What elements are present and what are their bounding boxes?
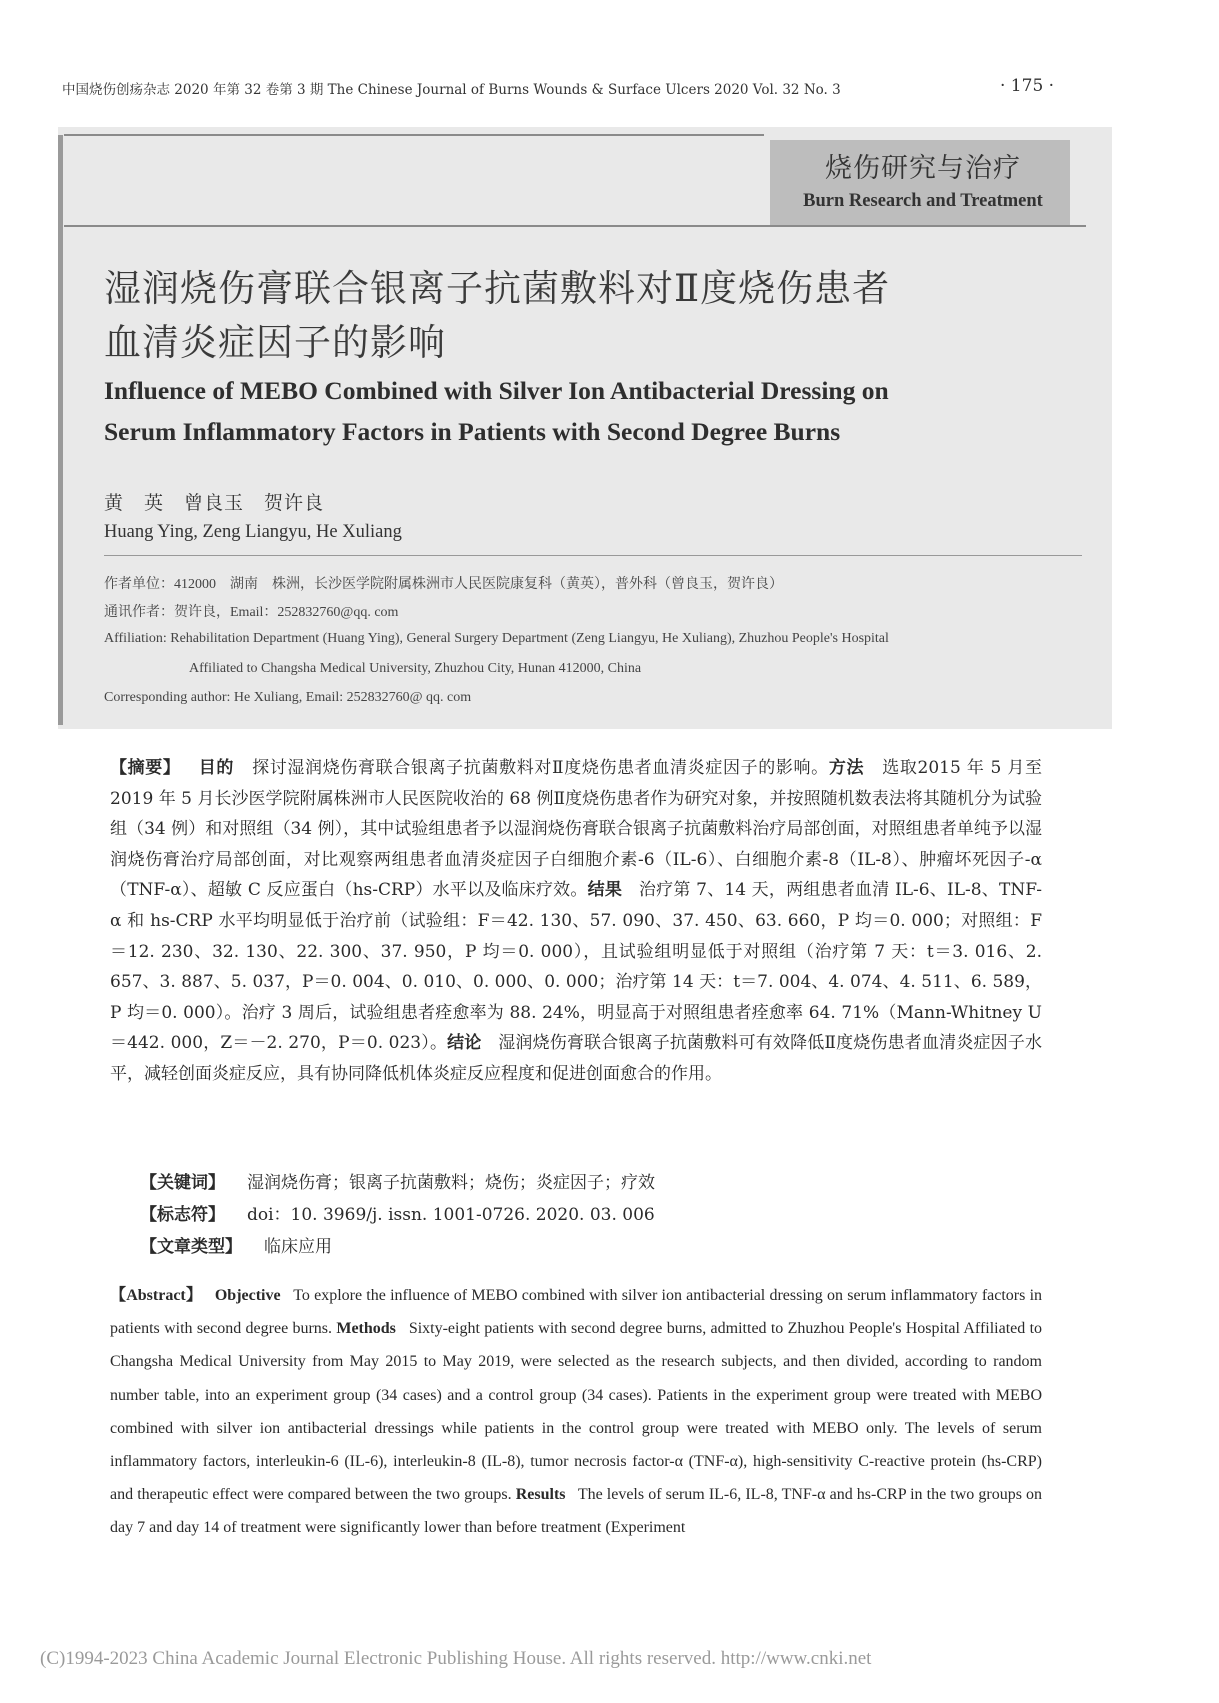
title-en-line: Influence of MEBO Combined with Silver Ion Antibacterial Dressing on <box>104 376 889 405</box>
running-head: 中国烧伤创疡杂志 2020 年第 32 卷第 3 期 The Chinese Journal of Burns Wounds & Surface Ulcers 2020 Vol. 32 No. 3 <box>62 82 841 98</box>
abstract-en-methods-heading: Methods <box>336 1320 396 1338</box>
keywords-row <box>140 1168 655 1193</box>
abstract-en-methods: Sixty-eight patients with second degree burns, admitted to Zhuzhou People's Hospital Affiliated to Changsha Medical University from May 2015 to May 2019, were selected as the research subjects, and then divided, according to random number table, into an experiment group (34 cases) and a control group (34 cases). Patients in the experiment group were treated with MEBO combined with silver ion antibacterial dressings while patients in the control group were treated with MEBO only. The levels of serum inflammatory factors, interleukin-6 (IL-6), interleukin-8 (IL-8), tumor necrosis factor-α (TNF-α), high-sensitivity C-reactive protein (hs-CRP) and therapeutic effect were compared between the two groups. <box>110 1320 1043 1504</box>
abstract-en-results: The levels of serum IL-6, IL-8, TNF-α and hs-CRP in the two groups on day 7 and day 14 of treatment were significantly lower than before treatment (Experiment <box>110 1486 1043 1537</box>
keywords-text: 湿润烧伤膏；银离子抗菌敷料；烧伤；炎症因子；疗效 <box>247 1173 655 1193</box>
abstract-en-label: 【Abstract】 <box>110 1287 203 1304</box>
corresponding-en: Corresponding author: He Xuliang, Email: 252832760@ qq. com <box>104 690 472 705</box>
affiliation-en-line1: Affiliation: Rehabilitation Department (Huang Ying), General Surgery Department (Zeng Liangyu, He Xuliang), Zhuzhou People's Hospital <box>104 631 889 646</box>
abstract-cn <box>110 753 1042 1090</box>
abstract-cn-methods-heading: 方法 <box>828 758 865 778</box>
abstract-en <box>110 1279 1042 1545</box>
authors-rule <box>104 555 1082 556</box>
keywords-label: 【关键词】 <box>140 1173 225 1193</box>
abstract-cn-objective: 探讨湿润烧伤膏联合银离子抗菌敷料对Ⅱ度烧伤患者血清炎症因子的影响。 <box>252 758 829 778</box>
abstract-cn-conclusion: 湿润烧伤膏联合银离子抗菌敷料可有效降低Ⅱ度烧伤患者血清炎症因子水平，减轻创面炎症反应，具有协同降低机体炎症反应程度和促进创面愈合的作用。 <box>110 1033 1042 1084</box>
doi-text: doi：10. 3969/j. issn. 1001-0726. 2020. 03. 006 <box>247 1205 655 1225</box>
title-cn <box>104 262 1064 370</box>
affiliation-en-line2: Affiliated to Changsha Medical University, Zhuzhou City, Hunan 412000, China <box>189 661 642 676</box>
title-cn-line: 湿润烧伤膏联合银离子抗菌敷料对Ⅱ度烧伤患者 <box>104 267 891 310</box>
doi-row <box>140 1200 655 1225</box>
header-separator <box>64 225 1086 227</box>
abstract-en-results-heading: Results <box>515 1486 566 1504</box>
corresponding-cn: 通讯作者：贺许良，Email：252832760@qq. com <box>104 605 399 620</box>
abstract-cn-objective-heading: 目的 <box>198 758 234 778</box>
title-cn-line: 血清炎症因子的影响 <box>104 321 446 364</box>
doi-label: 【标志符】 <box>140 1205 225 1225</box>
abstract-cn-results: 治疗第 7、14 天，两组患者血清 IL-6、IL-8、TNF-α 和 hs-CRP 水平均明显低于治疗前（试验组：F＝42. 130、57. 090、37. 450、63. 660，P 均＝0. 000；对照组：F＝12. 230、32. 130、22. 300、37. 950，P 均＝0. 000），且试验组明显低于对照组（治疗第 7 天：t＝3. 016、2. 657、3. 887、5. 037，P＝0. 004、0. 010、0. 000、0. 000；治疗第 14 天：t＝7. 004、4. 074、4. 511、6. 589，P 均＝0. 000）。治疗 3 周后，试验组患者痊愈率为 88. 24%，明显高于对照组患者痊愈率 64. 71%（Mann-Whitney U＝442. 000，Z＝－2. 270，P＝0. 023）。 <box>110 880 1043 1054</box>
authors-cn: 黄 英 曾良玉 贺许良 <box>104 492 325 514</box>
header-left-rule <box>58 135 63 725</box>
abstract-cn-label: 【摘要】 <box>110 758 181 778</box>
article-type-text: 临床应用 <box>264 1237 332 1257</box>
article-type-label: 【文章类型】 <box>140 1237 242 1257</box>
copyright-footer: (C)1994-2023 China Academic Journal Electronic Publishing House. All rights reserved. http://www.cnki.net <box>40 1648 872 1669</box>
authors-en: Huang Ying, Zeng Liangyu, He Xuliang <box>104 522 402 542</box>
abstract-cn-conclusion-heading: 结论 <box>447 1033 482 1054</box>
affiliation-cn: 作者单位：412000 湖南 株洲，长沙医学院附属株洲市人民医院康复科（黄英），普外科（曾良玉，贺许良） <box>104 577 783 592</box>
page-number: · 175 · <box>1000 76 1055 96</box>
article-type-row <box>140 1232 332 1257</box>
abstract-en-objective-heading: Objective <box>214 1287 281 1304</box>
column-name-en: Burn Research and Treatment <box>803 191 1043 211</box>
title-en <box>104 370 1094 452</box>
title-en-line: Serum Inflammatory Factors in Patients with Second Degree Burns <box>104 417 841 446</box>
abstract-cn-methods: 选取2015 年 5 月至 2019 年 5 月长沙医学院附属株洲市人民医院收治的 68 例Ⅱ度烧伤患者作为研究对象，并按照随机数表法将其随机分为试验组（34 例）和对照组（34 例），其中试验组患者予以湿润烧伤膏联合银离子抗菌敷料治疗局部创面，对照组患者单纯予以湿润烧伤膏治疗局部创面，对比观察两组患者血清炎症因子白细胞介素-6（IL-6）、白细胞介素-8（IL-8）、肿瘤坏死因子-α（TNF-α）、超敏 C 反应蛋白（hs-CRP）水平以及临床疗效。 <box>110 758 1043 901</box>
abstract-cn-results-heading: 结果 <box>587 880 623 901</box>
abstract-en-objective: To explore the influence of MEBO combined with silver ion antibacterial dressing on serum inflammatory factors in patients with second degree burns. <box>110 1287 1043 1338</box>
column-name-cn: 烧伤研究与治疗 <box>825 153 1021 184</box>
header-top-rule <box>64 134 764 136</box>
